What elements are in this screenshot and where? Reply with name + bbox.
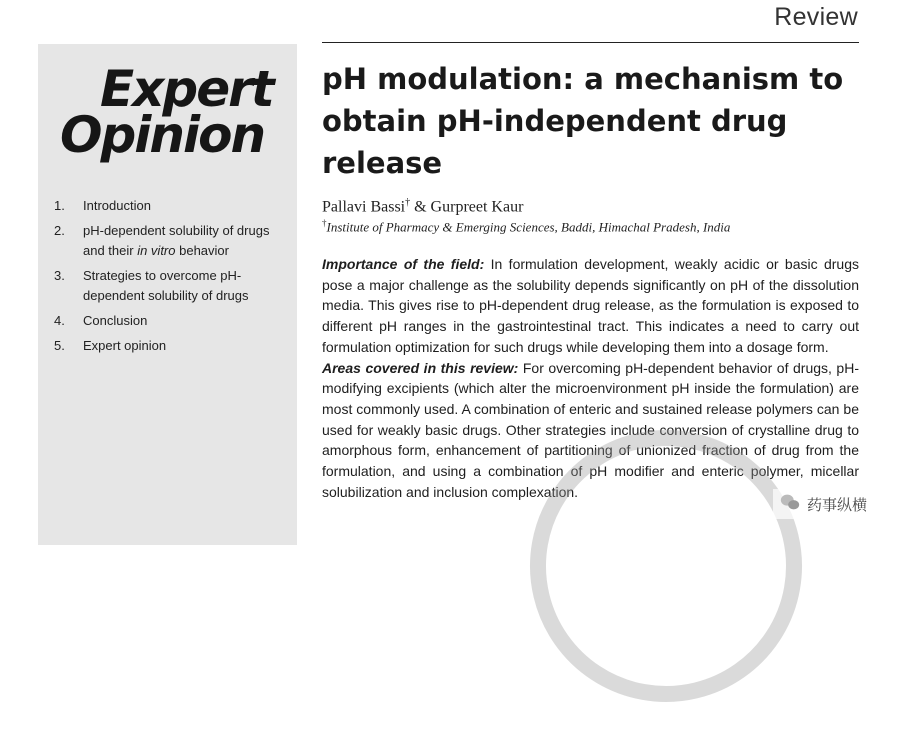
section-label: Review xyxy=(774,3,858,31)
abstract-paragraph xyxy=(322,358,859,503)
sidebar xyxy=(38,44,297,545)
toc-item[interactable] xyxy=(54,311,290,331)
header-rule xyxy=(322,42,859,43)
toc-text: Strategies to overcome pH-dependent solubility of drugs xyxy=(83,268,249,303)
stamp-text: 药事纵横 xyxy=(806,496,867,514)
toc-number: 2. xyxy=(54,223,65,238)
abstract-text: In formulation development, weakly acidic or basic drugs pose a major challenge as the solubility depends significantly on pH of the dissolution media. This gives rise to pH-dependent drug release, as the formulation is exposed to different pH ranges in the gastrointestinal tract. This indicates a need to carry out formulation optimization for such drugs while developing them into a dosage form. xyxy=(322,256,859,355)
logo-line-1: Expert xyxy=(100,60,273,118)
logo-line-2: Opinion xyxy=(60,106,265,164)
toc-number: 3. xyxy=(54,268,65,283)
toc-item[interactable] xyxy=(54,196,290,216)
wechat-stamp xyxy=(773,489,873,519)
authors: Pallavi Bassi† & Gurpreet Kaur xyxy=(322,197,524,216)
toc-item[interactable] xyxy=(54,336,290,356)
abstract-text: For overcoming pH-dependent behavior of drugs, pH-modifying excipients (which alter the microenvironment pH inside the formulation) are most commonly used. A combination of enteric and sustained release polymers can be used for weakly basic drugs. Other strategies include conversion of crystalline drug to amorphous form, enhancement of partitioning of unionized fraction of drug from the formulation, and using a combination of pH modifier and enteric polymer, micellar solubilization and inclusion complexation. xyxy=(322,359,859,500)
toc-item[interactable] xyxy=(54,221,290,261)
abstract-paragraph xyxy=(322,254,859,358)
toc-number: 4. xyxy=(54,313,65,328)
article-title: pH modulation: a mechanism to obtain pH-independent drug release xyxy=(322,62,844,180)
abstract-heading: Areas covered in this review: xyxy=(322,359,519,376)
toc-number: 5. xyxy=(54,338,65,353)
toc-text: Expert opinion xyxy=(83,338,167,353)
abstract-heading: Importance of the field: xyxy=(322,256,485,272)
journal-logo xyxy=(60,60,296,164)
toc-text: Introduction xyxy=(83,198,151,213)
affiliation: †Institute of Pharmacy & Emerging Sciences, Baddi, Himachal Pradesh, India xyxy=(322,218,731,235)
toc-text: Conclusion xyxy=(83,313,148,328)
toc-number: 1. xyxy=(54,198,65,213)
toc-text: pH-dependent solubility of drugs and their in vitro behavior xyxy=(83,223,270,258)
toc-item[interactable] xyxy=(54,266,290,306)
wechat-icon xyxy=(779,491,801,517)
abstract xyxy=(322,254,859,502)
table-of-contents xyxy=(54,196,290,361)
